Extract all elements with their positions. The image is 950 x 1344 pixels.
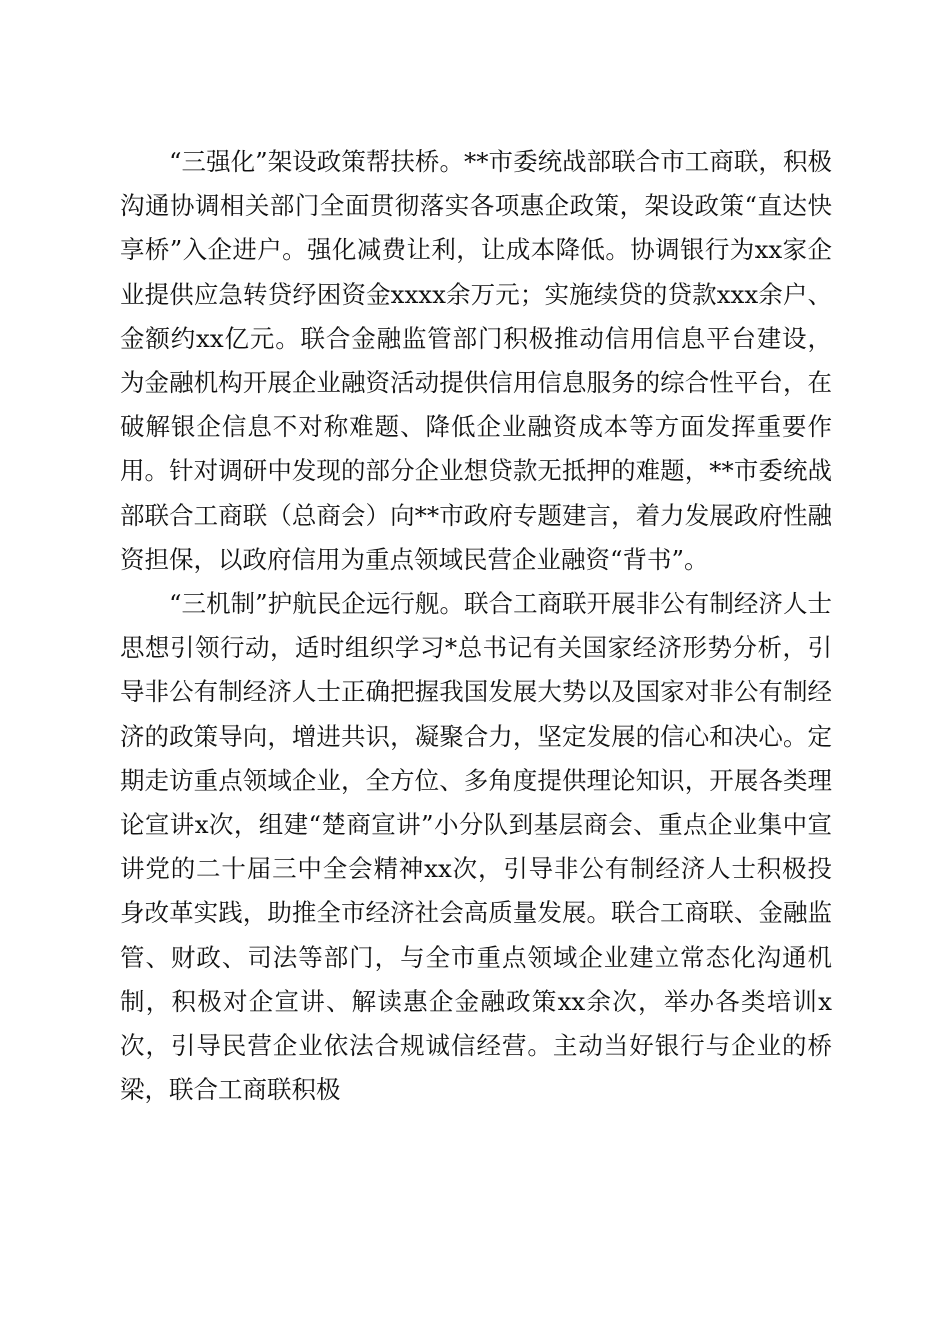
paragraph-policy-bridge: “三强化”架设政策帮扶桥。**市委统战部联合市工商联，积极沟通协调相关部门全面贯彻落实各项惠企政策，架设政策“直达快享桥”入企进户。强化减费让利，让成本降低。协调银行为xx家企业提供应急转贷纾困资金xxxx余万元；实施续贷的贷款xxx余户、金额约xx亿元。联合金融监管部门积极推动信用信息平台建设，为金融机构开展企业融资活动提供信用信息服务的综合性平台，在破解银企信息不对称难题、降低企业融资成本等方面发挥重要作用。针对调研中发现的部分企业想贷款无抵押的难题，**市委统战部联合工商联（总商会）向**市政府专题建言，着力发展政府性融资担保，以政府信用为重点领域民营企业融资“背书”。 [120, 147, 832, 574]
body-text [120, 140, 832, 1112]
paragraph-enterprise-mechanism: “三机制”护航民企远行舰。联合工商联开展非公有制经济人士思想引领行动，适时组织学习*总书记有关国家经济形势分析，引导非公有制经济人士正确把握我国发展大势以及国家对非公有制经济的政策导向，增进共识，凝聚合力，坚定发展的信心和决心。定期走访重点领域企业，全方位、多角度提供理论知识，开展各类理论宣讲x次，组建“楚商宣讲”小分队到基层商会、重点企业集中宣讲党的二十届三中全会精神xx次，引导非公有制经济人士积极投身改革实践，助推全市经济社会高质量发展。联合工商联、金融监管、财政、司法等部门，与全市重点领域企业建立常态化沟通机制，积极对企宣讲、解读惠企金融政策xx余次，举办各类培训x次，引导民营企业依法合规诚信经营。主动当好银行与企业的桥梁，联合工商联积极 [120, 589, 832, 1105]
